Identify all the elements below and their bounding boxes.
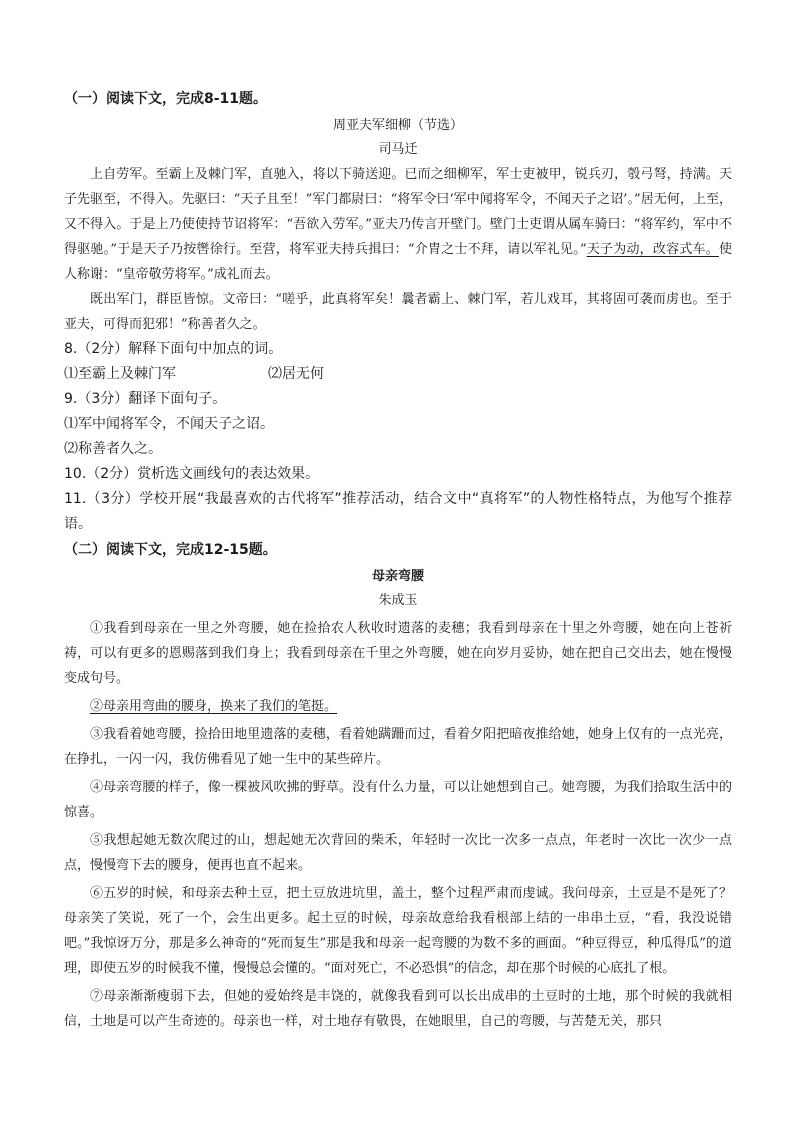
passage-one-paragraph-1	[64, 162, 732, 287]
exam-page	[64, 88, 732, 1034]
passage-two-paragraph-3: ③我看着她弯腰，捡拾田地里遗落的麦穗，看着她蹒跚而过，看着夕阳把暗夜推给她，她身上仅有的一点光亮，在挣扎，一闪一闪，我仿佛看见了她一生中的某些碎片。	[64, 727, 732, 767]
passage-one-title: 周亚夫军细柳（节选）	[332, 118, 463, 133]
question-8-item-1: ⑴至霸上及棘门军	[64, 366, 176, 382]
underlined-sentence: ②母亲用弯曲的腰身，换来了我们的笔挺。	[90, 699, 338, 714]
passage-one-author: 司马迁	[378, 142, 418, 157]
passage-two-paragraph-7: ⑦母亲渐渐瘦弱下去，但她的爱始终是丰饶的，就像我看到可以长出成串的土豆时的土地，那个时候的我就相信，土地是可以产生奇迹的。母亲也一样，对土地存有敬畏，在她眼里，自己的弯腰，与苦楚无关，那只	[64, 989, 732, 1029]
passage-two-paragraph-4: ④母亲弯腰的样子，像一棵被风吹拂的野草。没有什么力量，可以让她想到自己。她弯腰，为我们拾取生活中的惊喜。	[64, 780, 732, 820]
paragraph-text: 使人称谢：“皇帝敬劳将军。”成礼而去。	[64, 242, 732, 282]
passage-two-paragraph-2	[64, 694, 732, 719]
question-9-item-2: ⑵称善者久之。	[64, 441, 162, 457]
passage-two-author: 朱成玉	[378, 593, 418, 608]
underlined-sentence: 天子为动，改容式车。	[586, 242, 719, 257]
question-9-item-1: ⑴军中闻将军令，不闻天子之诏。	[64, 416, 274, 432]
question-8-item-2: ⑵居无何	[268, 366, 324, 382]
question-8-items	[64, 362, 732, 387]
passage-two-paragraph-1: ①我看到母亲在一里之外弯腰，她在捡拾农人秋收时遗落的麦穗；我看到母亲在十里之外弯腰，她在向上苍祈祷，可以有更多的恩赐落到我们身上；我看到母亲在千里之外弯腰，她在向岁月妥协，她在把自己交出去，她在慢慢变成句号。	[64, 621, 732, 686]
question-9: 9.（3分）翻译下面句子。	[64, 391, 227, 407]
passage-two-paragraph-5: ⑤我想起她无数次爬过的山，想起她无次背回的柴禾，年轻时一次比一次多一点点，年老时一次比一次少一点点，慢慢弯下去的腰身，便再也直不起来。	[64, 833, 732, 873]
section-one-heading: （一）阅读下文，完成8-11题。	[64, 91, 268, 107]
question-11: 11.（3分）学校开展“我最喜欢的古代将军”推荐活动，结合文中“真将军”的人物性格特点，为他写个推荐语。	[64, 491, 732, 532]
section-two-heading: （二）阅读下文，完成12-15题。	[64, 542, 277, 558]
question-10: 10.（2分）赏析选文画线句的表达效果。	[64, 466, 320, 482]
paragraph-text: 上自劳军。至霸上及棘门军，直驰入，将以下骑送迎。已而之细柳军，军士吏被甲，锐兵刃，彀弓弩，持满。天子先驱至，不得入。先驱曰：“天子且至！”军门都尉曰：“将军令曰‘军中闻将军令，不闻天子之诏’。”居无何，上至，又不得入。于是上乃使使持节诏将军：“吾欲入劳军。”亚夫乃传言开壁门。壁门士吏谓从属车骑曰：“将军约，军中不得驱驰。”于是天子乃按辔徐行。至营，将军亚夫持兵揖曰：“介胄之士不拜，请以军礼见。”	[64, 167, 732, 257]
passage-two-title: 母亲弯腰	[371, 569, 424, 584]
question-8: 8.（2分）解释下面句中加点的词。	[64, 341, 283, 357]
passage-one-paragraph-2: 既出军门，群臣皆惊。文帝曰：“嗟乎，此真将军矣！曩者霸上、棘门军，若儿戏耳，其将固可袭而虏也。至于亚夫，可得而犯邪！”称善者久之。	[64, 292, 732, 332]
passage-two-paragraph-6: ⑥五岁的时候，和母亲去种土豆，把土豆放进坑里，盖土，整个过程严肃而虔诚。我问母亲，土豆是不是死了？母亲笑了笑说，死了一个，会生出更多。起土豆的时候，母亲故意给我看根部上结的一串串土豆，“看，我没说错吧。”我惊讶万分，那是多么神奇的“死而复生”那是我和母亲一起弯腰的为数不多的画面。“种豆得豆，种瓜得瓜”的道理，即使五岁的时候我不懂，慢慢总会懂的。“面对死亡，不必恐惧”的信念，却在那个时候的心底扎了根。	[64, 886, 732, 976]
